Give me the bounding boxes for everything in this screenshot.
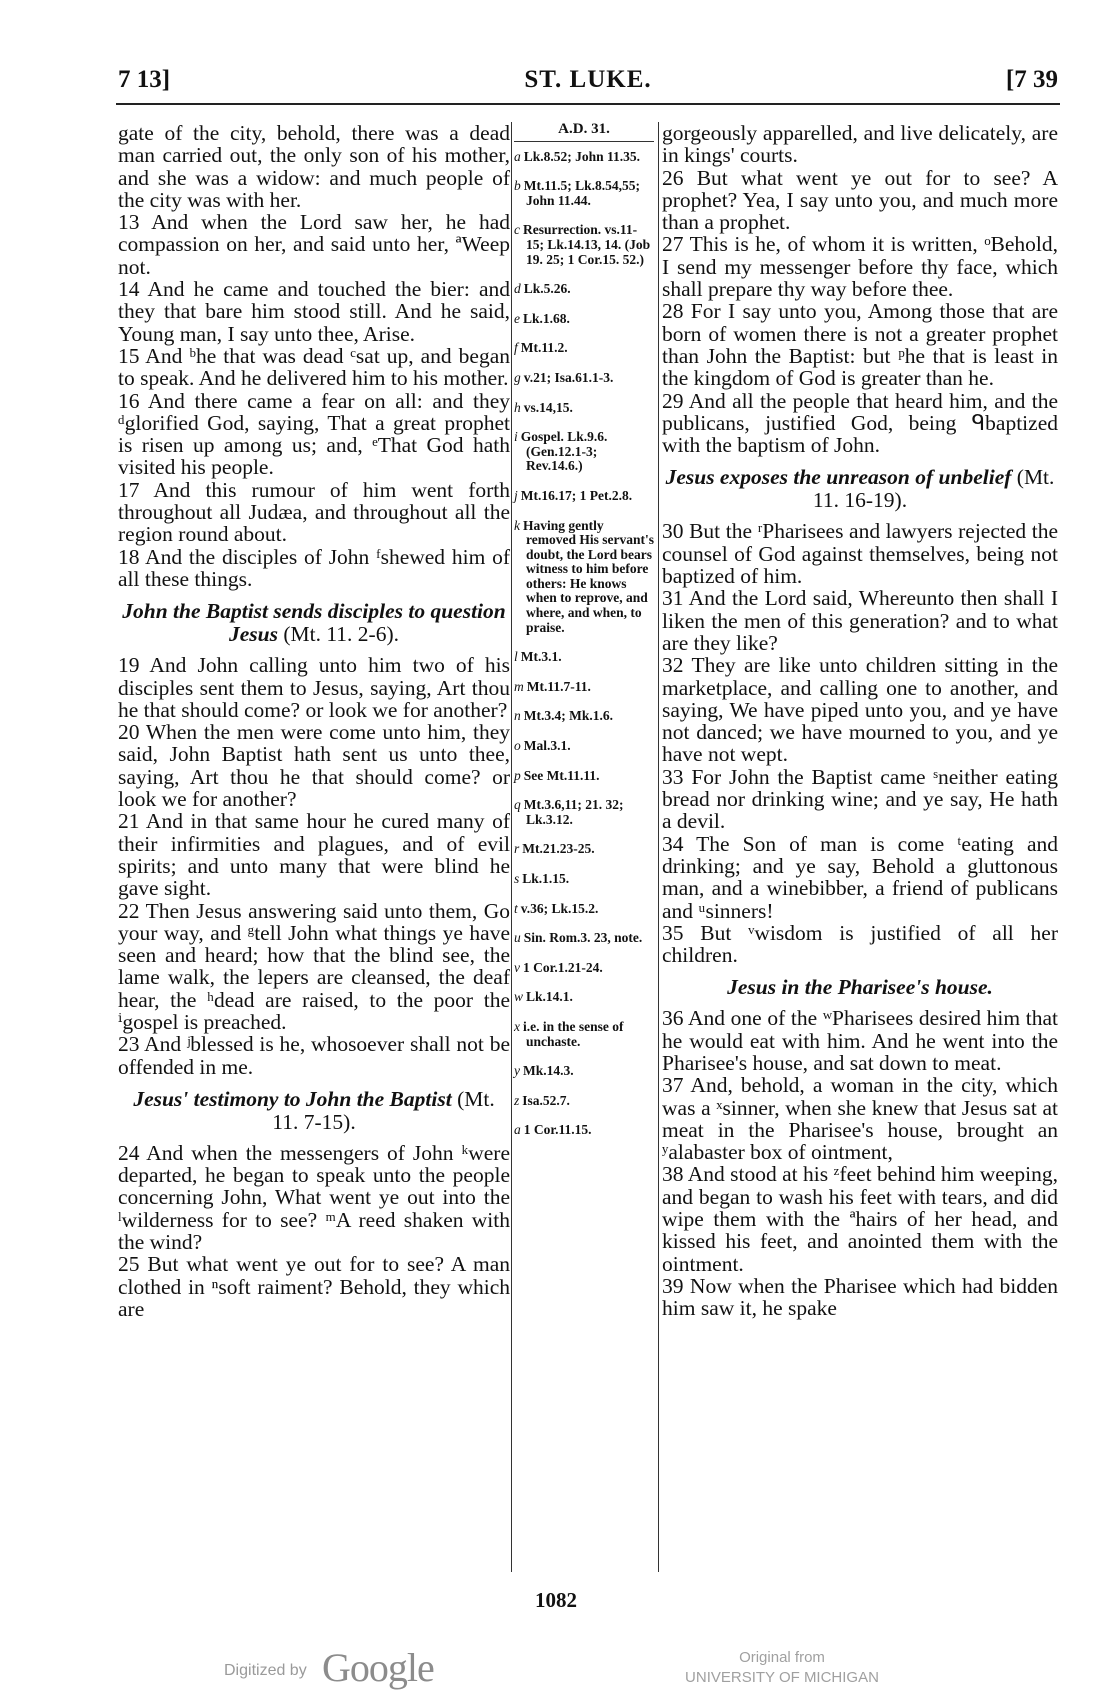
verse-paragraph: 35 But ᵛwisdom is justified of all her children.: [662, 920, 1058, 968]
header-rule: [116, 103, 1060, 105]
reference-note: [514, 1094, 654, 1109]
verse-paragraph: 37 And, behold, a woman in the city, which was a ˣsinner, when she knew that Jesus sat at meat in the Pharisee's house, brought an ʸalabaster box of ointment,: [662, 1073, 1058, 1165]
verse-paragraph: 38 And stood at his ᶻfeet behind him weeping, and began to wash his feet with tears, and did wipe them with the ªhairs of her head, and kissed his feet, and anointed them with the ointment.: [662, 1162, 1058, 1276]
verse-paragraph: 20 When the men were come unto him, they said, John Baptist hath sent us unto thee, saying, Art thou he that should come? or look we for another?: [118, 720, 510, 812]
reference-note-text: Lk.14.1.: [526, 989, 573, 1005]
reference-note: [514, 650, 654, 665]
reference-note-key: d: [514, 281, 521, 297]
header-left-ref: 7 13]: [118, 66, 171, 93]
reference-note-key: s: [514, 871, 520, 886]
reference-note-key: m: [514, 678, 524, 694]
verse-paragraph: 24 And when the messengers of John ᵏwere departed, he began to speak unto the people concerning John, What went ye out into the ˡwilderness for to see? ᵐA reed shaken with the wind?: [118, 1140, 510, 1255]
reference-note: [514, 798, 654, 827]
reference-note-text: Mk.14.3.: [523, 1063, 574, 1079]
reference-note-text: Lk.1.68.: [523, 310, 570, 326]
verse-paragraph: 16 And there came a fear on all: and they ᵈglorified God, saying, That a great prophet is risen up among us; and, ᵉThat God hath visited his people.: [118, 388, 510, 480]
year-label: A.D. 31.: [514, 122, 654, 142]
verse-paragraph: 23 And ʲblessed is he, whosoever shall not be offended in me.: [118, 1032, 510, 1079]
reference-note-key: c: [514, 222, 520, 238]
reference-note-text: See Mt.11.11.: [523, 767, 600, 783]
reference-note: [514, 902, 654, 917]
reference-note-text: Mal.3.1.: [523, 738, 571, 754]
reference-note: [514, 739, 654, 754]
verse-paragraph: 34 The Son of man is come ᵗeating and drinking; and ye say, Behold a gluttonous man, and a winebibber, a friend of publicans and ᵘsinners!: [662, 831, 1058, 923]
reference-note-key: w: [514, 989, 524, 1005]
verse-paragraph: 17 And this rumour of him went forth throughout all Judæa, and throughout all the region round about.: [118, 477, 510, 547]
verse-paragraph: 30 But the ʳPharisees and lawyers rejected the counsel of God against themselves, being not baptized of him.: [662, 519, 1058, 589]
column-divider-left: [511, 122, 512, 1572]
reference-note: [514, 1020, 654, 1049]
reference-note-text: vs.14,15.: [523, 399, 573, 415]
reference-note: [514, 931, 654, 946]
right-text-column: [662, 122, 1058, 1320]
reference-note-text: Gospel. Lk.9.6. (Gen.12.1-3; Rev.14.6.): [520, 429, 608, 474]
source-attribution-line: UNIVERSITY OF MICHIGAN: [685, 1669, 879, 1686]
reference-note-key: i: [514, 429, 518, 445]
reference-note-text: Mt.11.2.: [520, 340, 568, 356]
section-heading-text: Jesus in the Pharisee's house.: [727, 975, 993, 1000]
reference-note: [514, 1123, 654, 1138]
reference-note-key: u: [514, 930, 521, 946]
section-heading: [118, 600, 510, 646]
verse-paragraph: gorgeously apparelled, and live delicately, are in kings' courts.: [662, 121, 1058, 168]
reference-note-key: p: [514, 767, 521, 783]
verse-paragraph: 26 But what went ye out for to see? A prophet? Yea, I say unto you, and much more than a prophet.: [662, 165, 1058, 235]
reference-note: [514, 842, 654, 857]
reference-note: [514, 990, 654, 1005]
verse-paragraph: 36 And one of the ʷPharisees desired him that he would eat with him. And he went into the Pharisee's house, and sat down to meat.: [662, 1006, 1058, 1075]
reference-note: [514, 680, 654, 695]
reference-note: [514, 223, 654, 267]
reference-note: [514, 430, 654, 474]
reference-note: [514, 489, 654, 504]
verse-paragraph: 29 And all the people that heard him, and the publicans, justified God, being ᑫbaptized with the baptism of John.: [662, 388, 1058, 458]
section-heading: [662, 466, 1058, 512]
header-right-ref: [7 39: [1005, 66, 1058, 93]
reference-notes-list: [514, 150, 654, 1138]
reference-margin-column: [514, 122, 654, 1153]
left-text-column: [118, 122, 510, 1320]
reference-note-key: g: [514, 369, 521, 385]
reference-note-text: Lk.5.26.: [523, 281, 571, 297]
digitized-by-label: Digitized by: [224, 1662, 307, 1679]
reference-note-text: Mt.11.5; Lk.8.54,55; John 11.44.: [523, 178, 640, 208]
reference-note-text: Mt.3.6,11; 21. 32; Lk.3.12.: [523, 797, 624, 827]
reference-note-key: x: [514, 1018, 520, 1034]
reference-note: [514, 401, 654, 416]
reference-note: [514, 371, 654, 386]
reference-note-key: n: [514, 708, 521, 724]
verse-paragraph: 15 And ᵇhe that was dead ᶜsat up, and began to speak. And he delivered him to his mother.: [118, 343, 510, 391]
reference-note: [514, 341, 654, 356]
reference-note-key: r: [514, 841, 520, 857]
reference-note: [514, 150, 654, 165]
verse-paragraph: 22 Then Jesus answering said unto them, Go your way, and ᵍtell John what things ye have seen and heard; how that the blind see, the lame walk, the lepers are cleansed, the deaf hear, the ʰdead are raised, to the poor the ⁱgospel is preached.: [118, 898, 510, 1034]
reference-note-key: l: [514, 649, 518, 665]
reference-note-key: z: [514, 1092, 520, 1108]
section-heading: [118, 1088, 510, 1134]
verse-paragraph: 19 And John calling unto him two of his disciples sent them to Jesus, saying, Art thou he that should come? or look we for another?: [118, 653, 510, 722]
reference-note-key: j: [514, 487, 518, 503]
reference-note-text: Sin. Rom.3. 23, note.: [523, 930, 643, 946]
reference-note: [514, 519, 654, 636]
section-heading-text: Jesus' testimony to John the Baptist: [133, 1086, 452, 1111]
section-heading-text: John the Baptist sends disciples to question Jesus: [122, 599, 506, 647]
verse-paragraph: 13 And when the Lord saw her, he had compassion on her, and said unto her, ªWeep not.: [118, 210, 510, 279]
reference-note-key: k: [514, 517, 520, 533]
reference-note: [514, 1064, 654, 1079]
reference-note: [514, 709, 654, 724]
header-book-title: ST. LUKE.: [524, 66, 652, 93]
reference-note-text: Having gently removed His servant's doubt, the Lord bears witness to him before others: He knows when to reprove, and where, and when, to praise.: [523, 517, 654, 635]
section-heading-ref: (Mt. 11. 2-6).: [283, 622, 399, 647]
reference-note-text: Mt.3.4; Mk.1.6.: [523, 708, 613, 724]
reference-note: [514, 961, 654, 976]
reference-note-key: h: [514, 399, 521, 415]
reference-note-text: Mt.11.7-11.: [526, 678, 591, 694]
reference-note: [514, 179, 654, 208]
section-heading-ref: (Mt. 11. 16-19).: [812, 465, 1055, 513]
reference-note-text: v.21; Isa.61.1-3.: [523, 369, 614, 385]
column-divider-right: [658, 122, 659, 1572]
reference-note-key: y: [514, 1063, 520, 1079]
verse-paragraph: 25 But what went ye out for to see? A man clothed in ⁿsoft raiment? Behold, they which are: [118, 1252, 510, 1321]
verse-paragraph: 27 This is he, of whom it is written, ᵒBehold, I send my messenger before thy face, which shall prepare thy way before thee.: [662, 232, 1058, 302]
section-heading-ref: (Mt. 11. 7-15).: [272, 1086, 495, 1134]
verse-paragraph: 31 And the Lord said, Whereunto then shall I liken the men of this generation? and to what are they like?: [662, 586, 1058, 655]
reference-note: [514, 872, 654, 887]
reference-note-key: f: [514, 340, 518, 356]
reference-note-key: e: [514, 310, 520, 326]
reference-note-text: Mt.21.23-25.: [522, 841, 595, 857]
reference-note-key: o: [514, 738, 521, 754]
verse-paragraph: 28 For I say unto you, Among those that are born of women there is not a greater prophet than John the Baptist: but ᵖhe that is least in the kingdom of God is greater than he.: [662, 299, 1058, 391]
reference-note-text: Mt.16.17; 1 Pet.2.8.: [520, 487, 633, 503]
reference-note-text: Isa.52.7.: [522, 1092, 570, 1108]
reference-note-text: Mt.3.1.: [520, 649, 562, 665]
google-logo: Google: [322, 1645, 434, 1690]
reference-note-text: v.36; Lk.15.2.: [520, 900, 599, 916]
reference-note-text: i.e. in the sense of unchaste.: [523, 1018, 624, 1049]
reference-note-text: 1 Cor.11.15.: [523, 1122, 592, 1138]
verse-paragraph: 39 Now when the Pharisee which had bidden him saw it, he spake: [662, 1273, 1058, 1321]
section-heading: [662, 976, 1058, 999]
reference-note-key: q: [514, 797, 521, 813]
source-attribution: [672, 1648, 892, 1688]
reference-note-key: a: [514, 148, 521, 164]
reference-note-text: Resurrection. vs.11-15; Lk.14.13, 14. (Job 19. 25; 1 Cor.15. 52.): [523, 222, 651, 267]
verse-paragraph: 18 And the disciples of John ᶠshewed him of all these things.: [118, 544, 510, 591]
verse-paragraph: gate of the city, behold, there was a dead man carried out, the only son of his mother, and she was a widow: and much people of the city was with her.: [118, 121, 510, 212]
source-attribution-line: Original from: [739, 1649, 825, 1666]
reference-note-key: v: [514, 959, 520, 975]
reference-note: [514, 769, 654, 784]
verse-paragraph: 21 And in that same hour he cured many of their infirmities and plagues, and of evil spirits; and unto many that were blind he gave sight.: [118, 809, 510, 901]
reference-note-key: a: [514, 1122, 521, 1138]
verse-paragraph: 14 And he came and touched the bier: and they that bare him stood still. And he said, Young man, I say unto thee, Arise.: [118, 277, 510, 346]
running-header: [118, 66, 1058, 106]
reference-note-text: Lk.1.15.: [522, 871, 570, 886]
reference-note-key: b: [514, 178, 521, 194]
verse-paragraph: 33 For John the Baptist came ˢneither eating bread nor drinking wine; and ye say, He hath a devil.: [662, 764, 1058, 834]
reference-note-text: 1 Cor.1.21-24.: [523, 959, 603, 975]
reference-note-text: Lk.8.52; John 11.35.: [523, 148, 641, 164]
page-number: 1082: [535, 1588, 577, 1612]
reference-note: [514, 282, 654, 297]
verse-paragraph: 32 They are like unto children sitting in the marketplace, and calling one to another, and saying, We have piped unto you, and ye have not danced; we have mourned to you, and ye have not wept.: [662, 653, 1058, 767]
section-heading-text: Jesus exposes the unreason of unbelief: [665, 465, 1012, 490]
reference-note: [514, 312, 654, 327]
reference-note-key: t: [514, 900, 518, 916]
